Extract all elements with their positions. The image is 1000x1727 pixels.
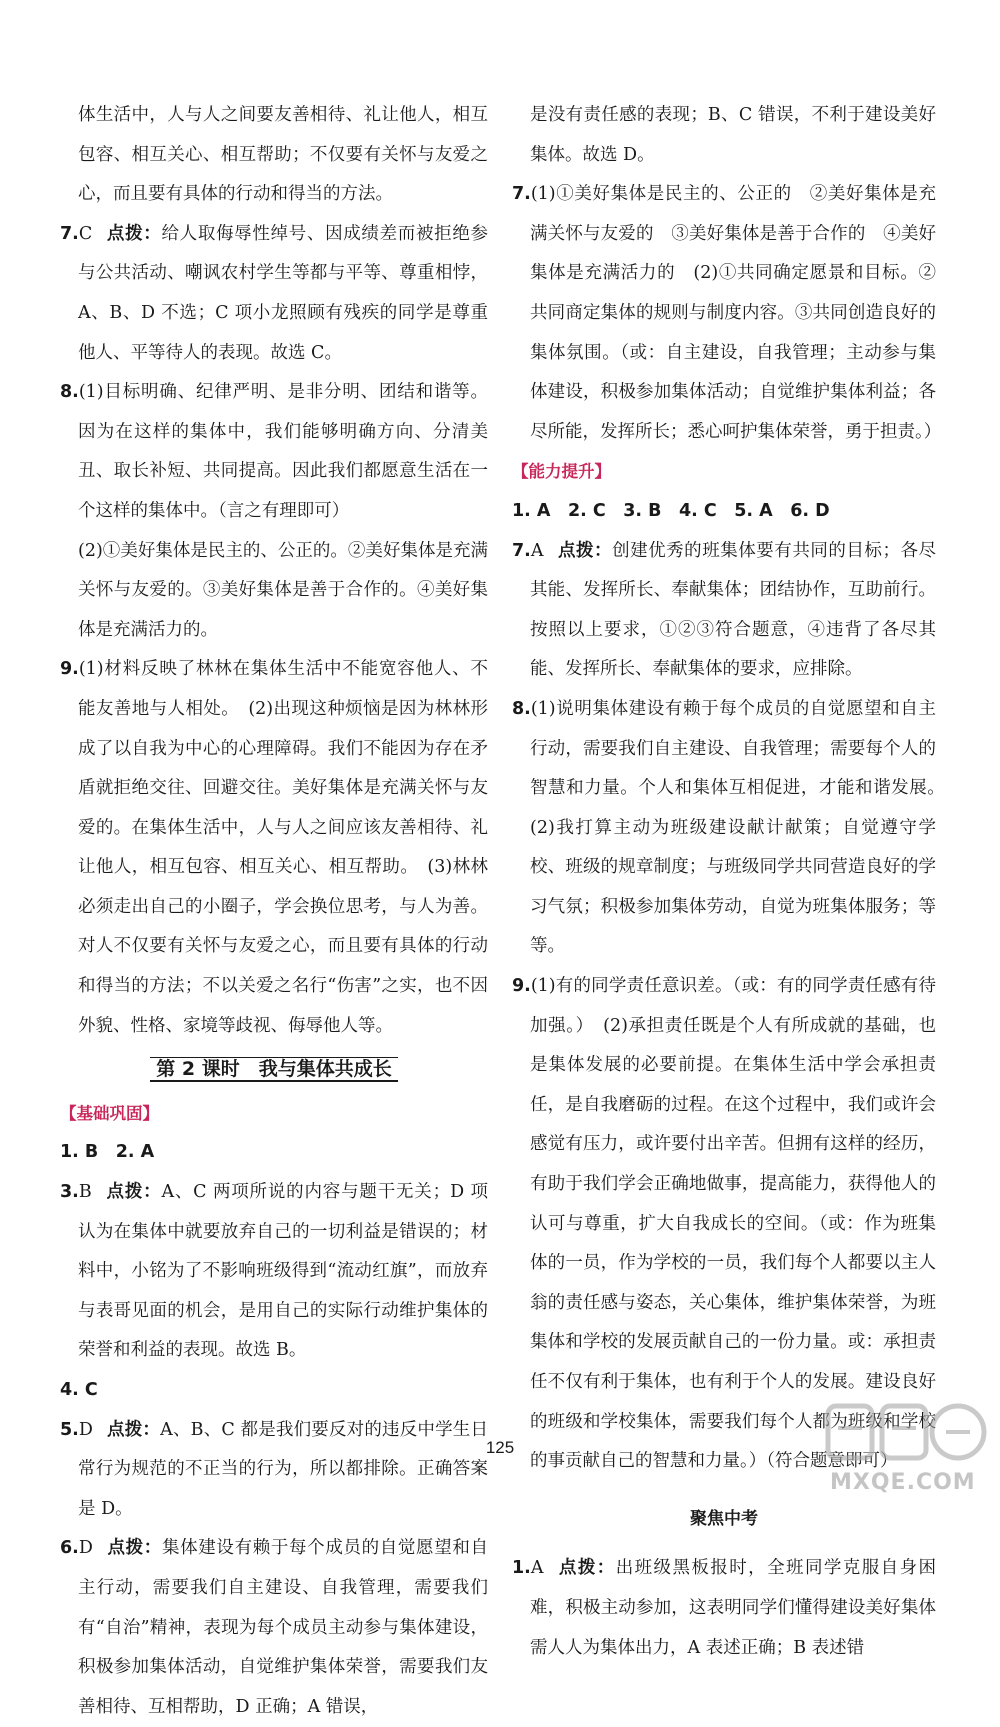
lesson-title: 第 2 课时 我与集体共成长 xyxy=(60,1050,488,1090)
left-question-6 xyxy=(60,1529,488,1727)
right-question-7b xyxy=(512,532,936,690)
question-number: 6. xyxy=(60,1538,79,1559)
answer-text: (1)①美好集体是民主的、公正的 ②美好集体是充满关怀与友爱的 ③美好集体是善于合作的 ④美好集体是充满活力的 (2)①共同确定愿景和目标。②共同商定集体的规则与制度内容。③共同创造良好的集体氛围。（或：自主建设，自我管理；主动参与集体建设，积极参加集体活动；自觉维护集体利益；各尽所能，发挥所长；悉心呵护集体荣誉，勇于担责。） xyxy=(530,184,942,442)
answer-text: (1)有的同学责任意识差。（或：有的同学责任感有待加强。） (2)承担责任既是个人有所成就的基础，也是集体发展的必要前提。在集体生活中学会承担责任，是自我磨砺的过程。在这个过程中，我们或许会感觉有压力，或许要付出辛苦。但拥有这样的经历，有助于我们学会正确地做事，提高能力，获得他人的认可与尊重，扩大自我成长的空间。（或：作为班集体的一员，作为学校的一员，我们每个人都要以主人翁的责任感与姿态，关心集体，维护集体荣誉，为班集体和学校的发展贡献自己的一份力量。或：承担责任不仅有利于集体，也有利于个人的发展。建设良好的班级和学校集体，需要我们每个人都为班级和学校的事贡献自己的智慧和力量。）（符合题意即可） xyxy=(530,976,936,1472)
question-number: 9. xyxy=(60,659,79,680)
watermark-text: MXQE.COM xyxy=(830,1470,976,1495)
answer-letter: D xyxy=(78,1538,93,1559)
answer-letter: D xyxy=(78,1419,93,1440)
hint-text: A、C 两项所说的内容与题干无关；D 项认为在集体中就要放弃自己的一切利益是错误的；材料中，小铭为了不影响班级得到“流动红旗”，而放弃与表哥见面的机会，是用自己的实际行动维护集体的荣誉和利益的表现。故选 B。 xyxy=(78,1182,489,1361)
hint-label: 点拨： xyxy=(557,1558,616,1579)
section-improve-tag: 【能力提升】 xyxy=(512,462,611,482)
question-number: 7. xyxy=(512,184,531,205)
left-answer-4: 4. C xyxy=(60,1380,98,1400)
question-number: 8. xyxy=(512,698,531,719)
answer-text: (1)材料反映了林林在集体生活中不能宽容他人、不能友善地与人相处。 (2)出现这种烦恼是因为林林形成了以自我为中心的心理障碍。我们不能因为存在矛盾就拒绝交往、回避交往。美好集体是充满关怀与友爱的。在集体生活中，人与人之间应该友善相待、礼让他人，相互包容、相互关心、相互帮助。 (3)林林必须走出自己的小圈子，学会换位思考，与人为善。对人不仅要有关怀与友爱之心，而且要有具体的行动和得当的方法；不以关爱之名行“伤害”之实，也不因外貌、性格、家境等歧视、侮辱他人等。 xyxy=(78,659,488,1036)
question-number: 9. xyxy=(512,976,531,997)
question-number: 1. xyxy=(512,1558,531,1579)
question-number: 7. xyxy=(60,223,79,244)
question-number: 7. xyxy=(512,540,531,561)
left-question-9 xyxy=(60,650,488,1046)
left-column xyxy=(60,96,488,1727)
hint-label: 点拨： xyxy=(106,223,162,244)
focus-exam-title: 聚焦中考 xyxy=(690,1508,758,1529)
hint-text: 集体建设有赖于每个成员的自觉愿望和自主行动，需要我们自主建设、自我管理，需要我们有“自治”精神，表现为每个成员主动参与集体建设，积极参加集体活动，自觉维护集体荣誉，需要我们友善相待、互相帮助，D 正确；A 错误， xyxy=(78,1538,489,1717)
hint-text: 创建优秀的班集体要有共同的目标；各尽其能、发挥所长、奉献集体；团结协作，互助前行。按照以上要求，①②③符合题意，④违背了各尽其能、发挥所长、奉献集体的要求，应排除。 xyxy=(530,540,937,680)
question-number: 5. xyxy=(60,1419,79,1440)
right-exam-question-1 xyxy=(512,1549,936,1668)
page-number: 125 xyxy=(485,1438,515,1457)
answer-letter: C xyxy=(78,223,93,244)
answer-part-1: (1)目标明确、纪律严明、是非分明、团结和谐等。因为在这样的集体中，我们能够明确方向、分清美丑、取长补短、共同提高。因此我们都愿意生活在一个这样的集体中。（言之有理即可） xyxy=(78,382,488,521)
hint-text: A、B、C 都是我们要反对的违反中学生日常行为规范的不正当的行为，所以都排除。正确答案是 D。 xyxy=(78,1419,489,1519)
left-question-3 xyxy=(60,1173,488,1371)
right-question-8 xyxy=(512,690,954,967)
left-question-5 xyxy=(60,1411,488,1530)
hint-label: 点拨： xyxy=(106,1419,161,1440)
question-number: 8. xyxy=(60,382,79,403)
left-question-7 xyxy=(60,215,488,373)
answer-letter: A xyxy=(530,540,544,561)
left-q6-continuation: 体生活中，人与人之间要友善相待、礼让他人，相互包容、相互关心、相互帮助；不仅要有关怀与友爱之心，而且要有具体的行动和得当的方法。 xyxy=(78,105,488,205)
answer-text: (1)说明集体建设有赖于每个成员的自觉愿望和自主行动，需要我们自主建设、自我管理；需要每个人的智慧和力量。个人和集体互相促进，才能和谐发展。 (2)我打算主动为班级建设献计献策；自觉遵守学校、班级的规章制度；与班级同学共同营造良好的学习气氛；积极参加集体劳动，自觉为班集体服务；等等。 xyxy=(530,698,954,957)
answer-letter: A xyxy=(530,1558,544,1579)
right-q6-continuation: 是没有责任感的表现；B、C 错误，不利于建设美好集体。故选 D。 xyxy=(530,105,936,165)
right-question-7 xyxy=(512,175,942,452)
hint-label: 点拨： xyxy=(557,540,613,561)
left-question-8 xyxy=(60,373,488,531)
hint-label: 点拨： xyxy=(106,1538,162,1559)
hint-text: 给人取侮辱性绰号、因成绩差而被拒绝参与公共活动、嘲讽农村学生等都与平等、尊重相悖，A、B、D 不选；C 项小龙照顾有残疾的同学是尊重他人、平等待人的表现。故选 C。 xyxy=(78,223,489,363)
section-basic-tag: 【基础巩固】 xyxy=(60,1103,159,1123)
hint-label: 点拨： xyxy=(105,1182,162,1203)
right-answers-1-6: 1. A 2. C 3. B 4. C 5. A 6. D xyxy=(512,500,830,521)
left-answers-1-2: 1. B 2. A xyxy=(60,1142,155,1163)
answer-letter: B xyxy=(78,1182,92,1203)
hint-text: 出班级黑板报时，全班同学克服自身困难，积极主动参加，这表明同学们懂得建设美好集体需人人为集体出力，A 表述正确；B 表述错 xyxy=(530,1558,937,1658)
left-question-8-part-2: (2)①美好集体是民主的、公正的。②美好集体是充满关怀与友爱的。③美好集体是善于合作的。④美好集体是充满活力的。 xyxy=(78,540,488,640)
question-number: 3. xyxy=(60,1182,79,1203)
